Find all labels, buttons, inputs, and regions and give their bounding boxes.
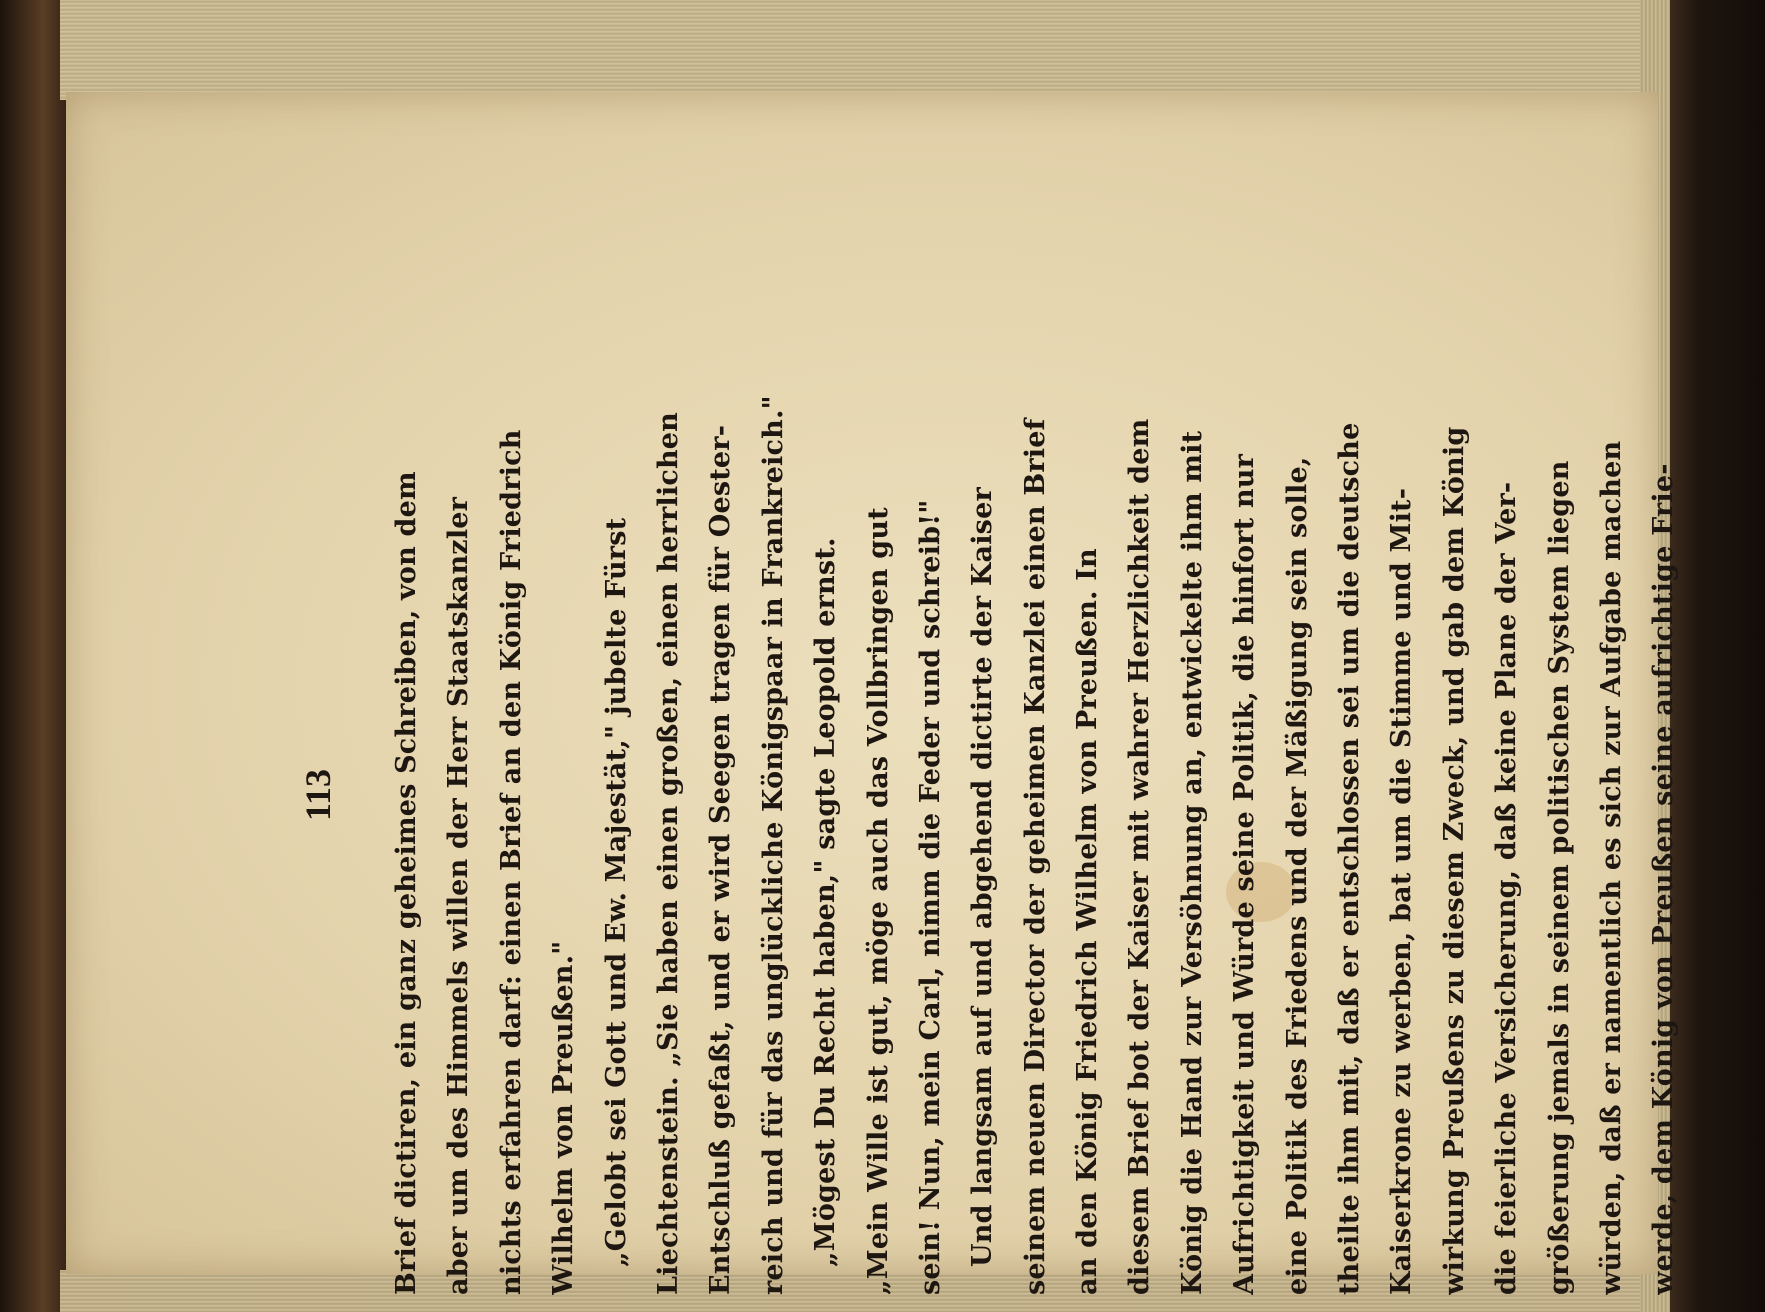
text-line: König die Hand zur Versöhnung an, entwickelte ihm mit: [1176, 430, 1208, 1295]
text-line: Liechtenstein. „Sie haben einen großen, einen herrlichen: [652, 411, 684, 1295]
text-line: Wilhelm von Preußen.": [548, 940, 580, 1295]
text-line: die feierliche Versicherung, daß keine Plane der Ver-: [1491, 481, 1523, 1295]
page-text-rotated: [283, 295, 1680, 1295]
text-line: an den König Friedrich Wilhelm von Preußen. In: [1072, 548, 1104, 1295]
text-line: Kaiserkrone zu werben, bat um die Stimme und Mit-: [1386, 487, 1418, 1295]
text-line: sein! Nun, mein Carl, nimm die Feder und schreib!": [914, 499, 946, 1295]
text-line: eine Politik des Friedens und der Mäßigung sein solle,: [1281, 456, 1313, 1295]
text-line: Aufrichtigkeit und Würde seine Politik, die hinfort nur: [1229, 453, 1261, 1295]
page-number: 113: [298, 769, 338, 822]
text-line: werde, dem König von Preußen seine aufrichtige Frie-: [1648, 463, 1680, 1295]
text-line: „Mein Wille ist gut, möge auch das Vollbringen gut: [862, 507, 894, 1295]
text-line: wirkung Preußens zu diesem Zweck, und gab dem König: [1438, 426, 1470, 1295]
text-line: „Mögest Du Recht haben," sagte Leopold ernst.: [810, 537, 842, 1267]
page-edges-top: [60, 0, 1680, 100]
text-line: diesem Brief bot der Kaiser mit wahrer Herzlichkeit dem: [1124, 418, 1156, 1295]
text-line: reich und für das unglückliche Königspaar in Frankreich.": [757, 395, 789, 1295]
text-line: würden, daß er namentlich es sich zur Aufgabe machen: [1595, 440, 1627, 1295]
text-line: theilte ihm mit, daß er entschlossen sei um die deutsche: [1334, 422, 1366, 1295]
text-line: Und langsam auf und abgehend dictirte der Kaiser: [967, 487, 999, 1267]
body-text: [381, 295, 1691, 1295]
text-line: größerung jemals in seinem politischen System liegen: [1543, 460, 1575, 1295]
text-line: Brief dictiren, ein ganz geheimes Schreiben, von dem: [391, 471, 422, 1295]
text-line: aber um des Himmels willen der Herr Staatskanzler: [443, 496, 475, 1295]
text-line: nichts erfahren darf: einen Brief an den König Friedrich: [495, 429, 527, 1295]
text-line: seinem neuen Director der geheimen Kanzlei einen Brief: [1019, 418, 1051, 1295]
book-binding-left: [0, 0, 72, 1312]
text-line: Entschluß gefaßt, und er wird Seegen tragen für Oester-: [705, 424, 737, 1295]
text-line: „Gelobt sei Gott und Ew. Majestät," jubelte Fürst: [600, 517, 632, 1267]
